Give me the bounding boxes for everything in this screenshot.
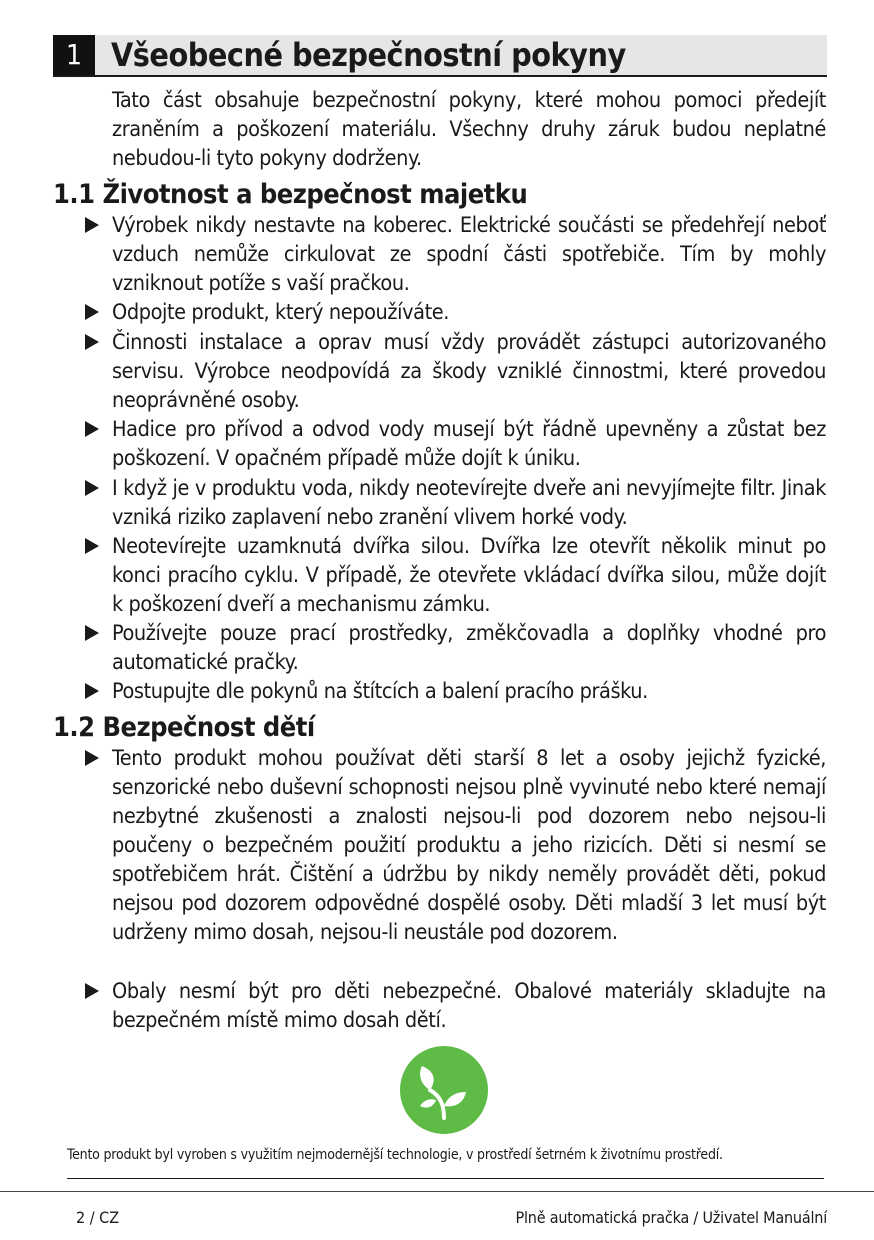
bullet-arrow-icon [85,538,99,554]
list-item-text: Tento produkt mohou používat děti starší 8 let a osoby jejichž fyzické, senzorické nebo duševní schopnosti nejsou plně vyvinuté nebo které nemají nezbytné zkušenosti a znalosti nejsou-li pod dozorem nebo nejsou-li poučeny o bezpečném použití produktu a jeho rizicích. Děti si nesmí se spotřebičem hrát. Čištění a údržbu by nikdy neměly provádět děti, pokud nejsou pod dozorem odpovědné dospělé osoby. Děti mladší 3 let musí být udrženy mimo dosah, nejsou-li neustále pod dozorem. [112,746,826,945]
chapter-header [53,35,827,77]
list-item-text: Odpojte produkt, který nepoužíváte. [112,300,450,325]
list-item-text: Postupujte dle pokynů na štítcích a balení pracího prášku. [112,679,648,704]
bullet-arrow-icon [85,480,99,496]
list-item-text: Výrobek nikdy nestavte na koberec. Elektrické součásti se předehřejí neboť vzduch nemůže cirkulovat ze spodní části spotřebiče. Tím by mohly vzniknout potíže s vaší pračkou. [112,213,826,296]
bullet-arrow-icon [85,750,99,766]
footer-divider [67,1178,824,1179]
bullet-arrow-icon [85,983,99,999]
list-item-text: I když je v produktu voda, nikdy neotevírejte dveře ani nevyjímejte filtr. Jinak vzniká riziko zaplavení nebo zranění vlivem horké vody. [112,476,826,530]
section-heading-children: 1.2 Bezpečnost dětí [53,712,315,743]
bullet-arrow-icon [85,625,99,641]
chapter-title: Všeobecné bezpečnostní pokyny [111,36,626,74]
list-item-text: Neotevírejte uzamknutá dvířka silou. Dvířka lze otevřít několik minut po konci pracího cyklu. V případě, že otevřete vkládací dvířka silou, může dojít k poškození dveří a mechanismu zámku. [112,534,826,617]
bullet-arrow-icon [85,217,99,233]
list-item-text: Činnosti instalace a oprav musí vždy provádět zástupci autorizovaného servisu. Výrobce neodpovídá za škody vzniklé činnostmi, které provedou neoprávněné osoby. [112,330,826,413]
bullet-arrow-icon [85,421,99,437]
bullet-arrow-icon [85,304,99,320]
list-item-text: Hadice pro přívod a odvod vody musejí být řádně upevněny a zůstat bez poškození. V opačném případě může dojít k úniku. [112,417,826,471]
leaf-icon [400,1046,488,1134]
eco-badge [400,1046,488,1134]
chapter-number: 1 [53,35,95,75]
page-number: 2 / CZ [76,1208,120,1227]
bullet-arrow-icon [85,334,99,350]
bullet-arrow-icon [85,683,99,699]
eco-caption: Tento produkt byl vyroben s využitím nejmodernější technologie, v prostředí šetrném k životnímu prostředí. [67,1147,723,1163]
section-heading-property: 1.1 Životnost a bezpečnost majetku [53,179,528,210]
document-title: Plně automatická pračka / Uživatel Manuální [515,1208,827,1227]
list-item-text: Používejte pouze prací prostředky, změkčovadla a doplňky vhodné pro automatické pračky. [112,621,826,675]
list-item-text: Obaly nesmí být pro děti nebezpečné. Obalové materiály skladujte na bezpečném místě mimo dosah dětí. [112,979,826,1033]
page-divider [0,1191,874,1192]
chapter-intro: Tato část obsahuje bezpečnostní pokyny, které mohou pomoci předejít zraněním a poškození materiálu. Všechny druhy záruk budou neplatné nebudou-li tyto pokyny dodrženy. [112,88,826,171]
